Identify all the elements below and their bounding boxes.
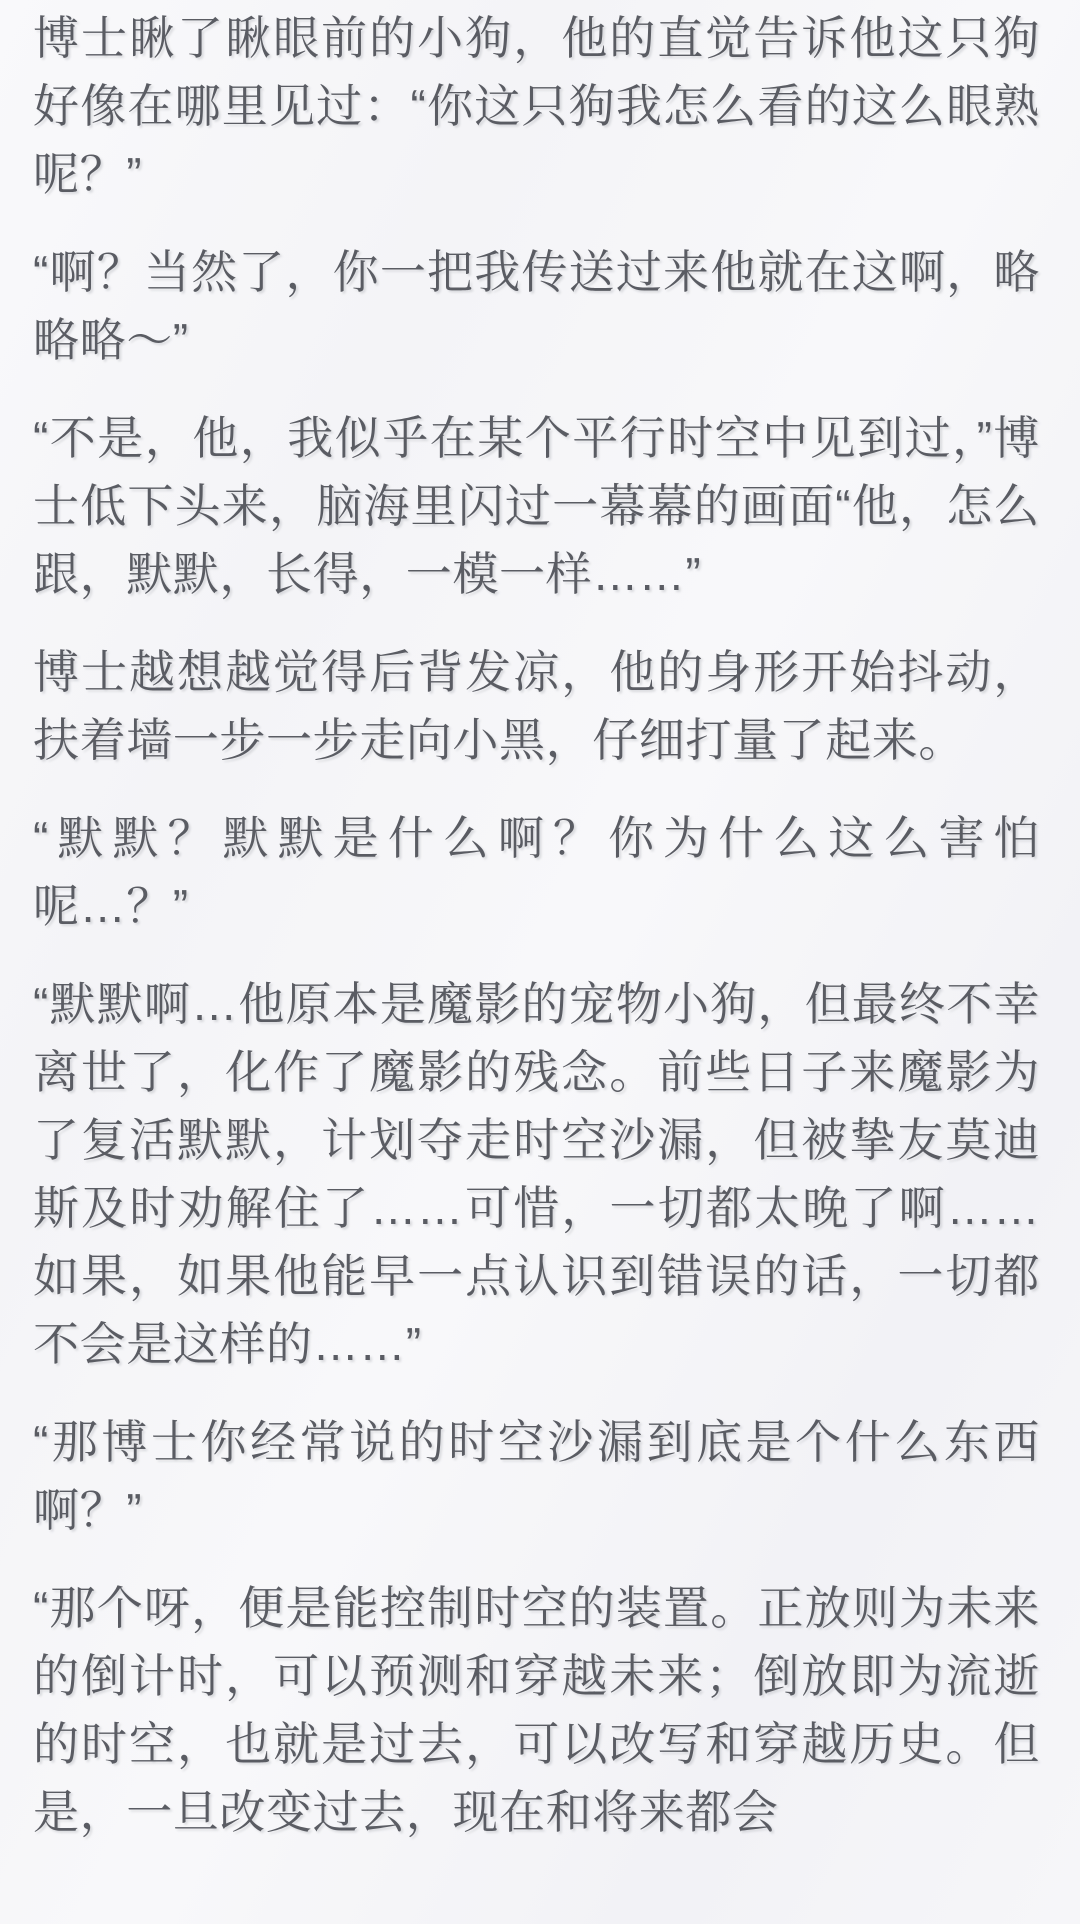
story-paragraph: “啊？当然了，你一把我传送过来他就在这啊，略略略～” (33, 246, 1040, 366)
story-paragraph: “那个呀，便是能控制时空的装置。正放则为未来的倒计时，可以预测和穿越未来；倒放即为流逝的时空，也就是过去，可以改写和穿越历史。但是，一旦改变过去，现在和将来都会 (33, 1582, 1040, 1838)
story-paragraph: “默默？默默是什么啊？你为什么这么害怕呢…？” (33, 812, 1040, 932)
story-paragraph: “那博士你经常说的时空沙漏到底是个什么东西啊？” (33, 1416, 1040, 1536)
story-text (33, 4, 1040, 1846)
story-paragraph: “不是，他，我似乎在某个平行时空中见到过，”博士低下头来，脑海里闪过一幕幕的画面“他，怎么跟，默默，长得，一模一样……” (33, 412, 1040, 600)
story-paragraph: 博士瞅了瞅眼前的小狗，他的直觉告诉他这只狗好像在哪里见过：“你这只狗我怎么看的这么眼熟呢？” (33, 12, 1040, 200)
story-paragraph: 博士越想越觉得后背发凉，他的身形开始抖动，扶着墙一步一步走向小黑，仔细打量了起来。 (33, 646, 1040, 766)
story-paragraph: “默默啊…他原本是魔影的宠物小狗，但最终不幸离世了，化作了魔影的残念。前些日子来魔影为了复活默默，计划夺走时空沙漏，但被挚友莫迪斯及时劝解住了……可惜，一切都太晚了啊……如果，如果他能早一点认识到错误的话，一切都不会是这样的……” (33, 978, 1040, 1370)
